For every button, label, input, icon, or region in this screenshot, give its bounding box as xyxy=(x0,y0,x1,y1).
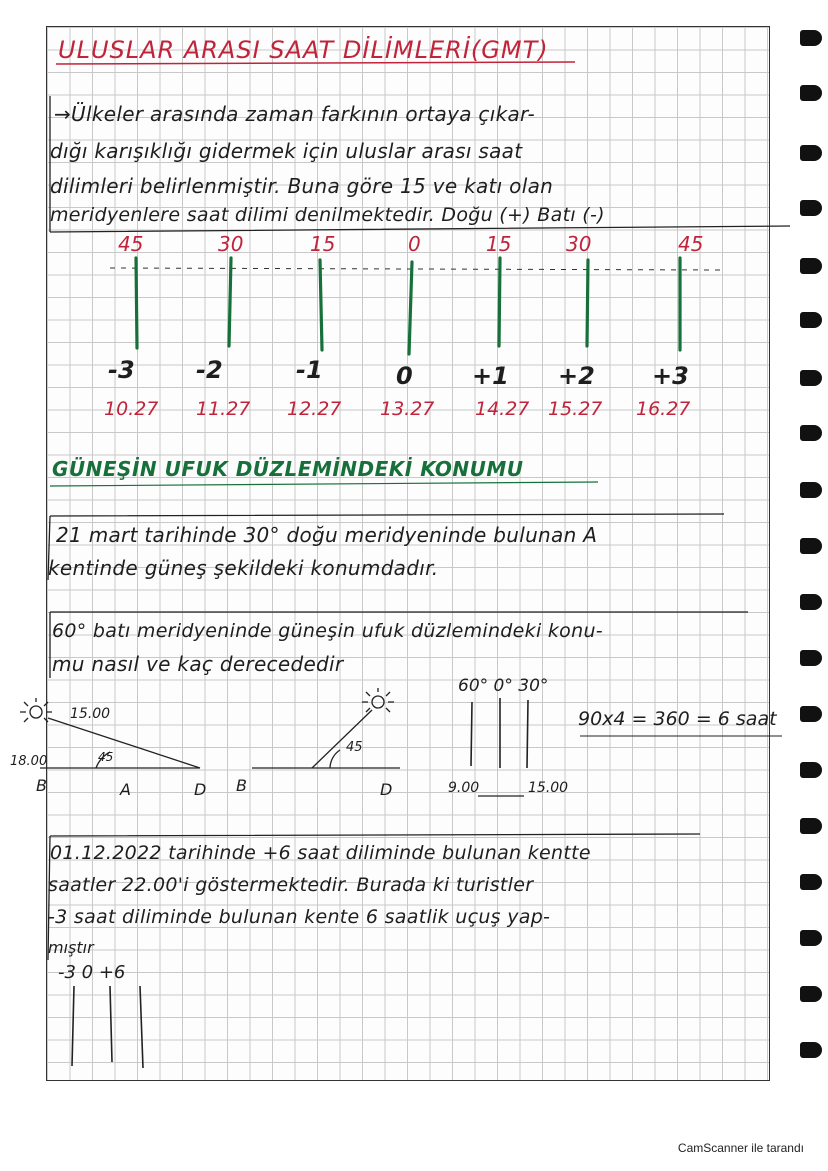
fig-point-label: B xyxy=(236,776,247,795)
fig-point-label: D xyxy=(380,780,393,799)
fig-point-label: D xyxy=(194,780,207,799)
zone-label: 0 xyxy=(396,362,413,390)
time-label: 15.27 xyxy=(548,398,603,420)
intro-line: dilimleri belirlenmiştir. Buna göre 15 ve katı olan xyxy=(50,174,554,198)
question-line: 60° batı meridyeninde güneşin ufuk düzlemindeki konu- xyxy=(52,620,603,642)
intro-line: dığı karışıklığı gidermek için uluslar arası saat xyxy=(50,139,523,163)
fig-angle-label: 45 xyxy=(98,750,114,764)
page-title: ULUSLAR ARASI SAAT DİLİMLERİ(GMT) xyxy=(58,36,549,64)
meridian-label: 15 xyxy=(310,232,336,256)
time-label: 16.27 xyxy=(636,398,691,420)
meridian-label: 30 xyxy=(566,232,592,256)
fig-time-label: 9.00 xyxy=(448,780,480,796)
section-title: GÜNEŞİN UFUK DÜZLEMİNDEKİ KONUMU xyxy=(52,457,524,481)
problem-line: saatler 22.00'i göstermektedir. Burada ki turistler xyxy=(48,874,534,896)
calculation: 90x4 = 360 = 6 saat xyxy=(578,708,777,730)
fig-time-label: 18.00 xyxy=(10,754,48,769)
meridian-label: 15 xyxy=(486,232,512,256)
intro-line: meridyenlere saat dilimi denilmektedir. Doğu (+) Batı (-) xyxy=(50,204,605,226)
question-line: mu nasıl ve kaç derecededir xyxy=(52,652,344,676)
question-line: 21 mart tarihinde 30° doğu meridyeninde bulunan A xyxy=(56,523,598,547)
fig-point-label: A xyxy=(120,780,131,799)
zone-label: -3 xyxy=(108,356,135,384)
zone-label: +2 xyxy=(558,362,595,390)
fig-meridian-labels: 60° 0° 30° xyxy=(458,676,549,696)
meridian-label: 0 xyxy=(408,232,421,256)
time-label: 12.27 xyxy=(287,398,342,420)
time-label: 11.27 xyxy=(196,398,251,420)
fig-angle-label: 45 xyxy=(346,740,363,755)
time-label: 10.27 xyxy=(104,398,159,420)
problem-line: mıştır xyxy=(48,938,94,957)
fig-time-label: 15.00 xyxy=(70,706,111,722)
fig-point-label: B xyxy=(36,776,47,795)
time-label: 14.27 xyxy=(475,398,530,420)
footer-watermark: CamScanner ile tarandı xyxy=(677,1141,804,1155)
time-label: 13.27 xyxy=(380,398,435,420)
zone-label: +1 xyxy=(472,362,509,390)
question-line: kentinde güneş şekildeki konumdadır. xyxy=(48,556,439,580)
zone-scale-mini: -3 0 +6 xyxy=(58,962,126,983)
zone-label: +3 xyxy=(652,362,689,390)
meridian-label: 45 xyxy=(118,232,144,256)
problem-line: -3 saat diliminde bulunan kente 6 saatlik uçuş yap- xyxy=(48,906,551,928)
problem-line: 01.12.2022 tarihinde +6 saat diliminde bulunan kentte xyxy=(50,842,591,864)
zone-label: -2 xyxy=(196,356,223,384)
meridian-label: 45 xyxy=(678,232,704,256)
zone-label: -1 xyxy=(296,356,323,384)
fig-time-label: 15.00 xyxy=(528,780,569,796)
intro-line: →Ülkeler arasında zaman farkının ortaya çıkar- xyxy=(54,102,535,126)
meridian-label: 30 xyxy=(218,232,244,256)
